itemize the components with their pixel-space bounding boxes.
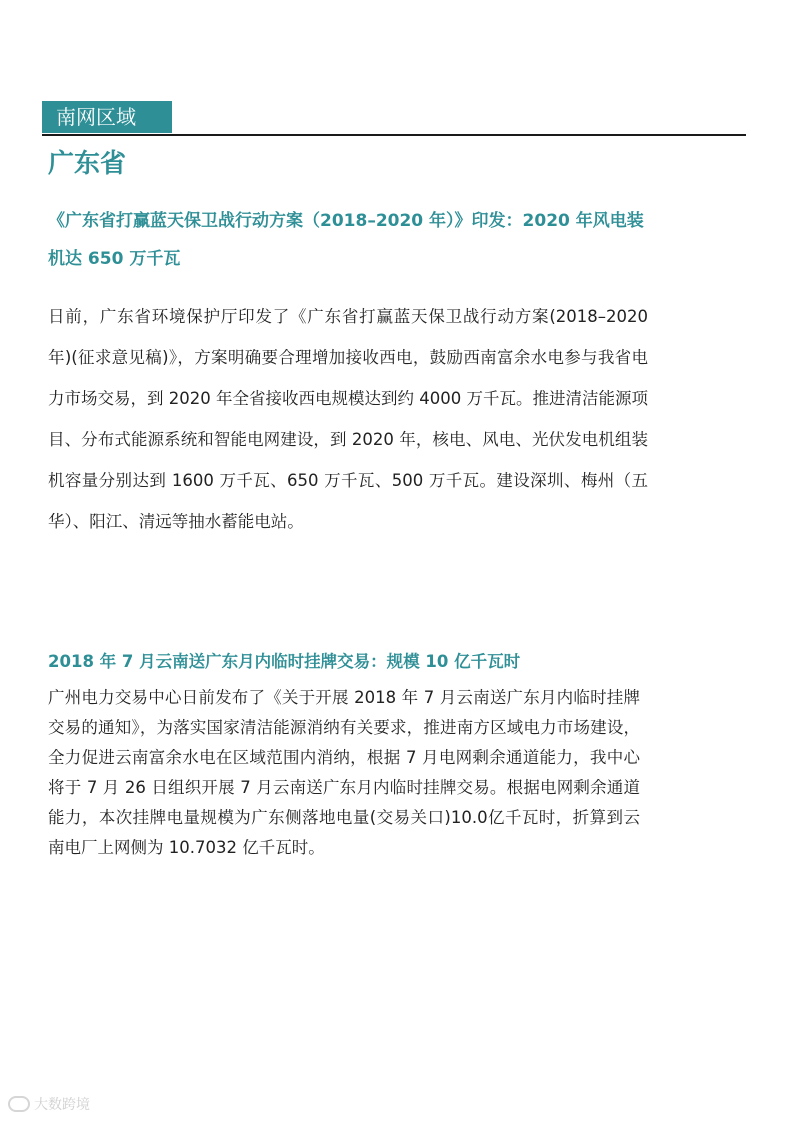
brand-logo-icon [8, 1096, 30, 1112]
section-tab [42, 101, 172, 133]
watermark [8, 1093, 90, 1115]
article-body: 日前，广东省环境保护厅印发了《广东省打赢蓝天保卫战行动方案(2018–2020 年)(征求意见稿)》，方案明确要合理增加接收西电，鼓励西南富余水电参与我省电力市场交易，到 2020 年全省接收西电规模达到约 4000 万千瓦。推进清洁能源项目、分布式能源系统和智能电网建设，到 2020 年，核电、风电、光伏发电机组装机容量分别达到 1600 万千瓦、650 万千瓦、500 万千瓦。建设深圳、梅州（五华）、阳江、清远等抽水蓄能电站。 [48, 307, 648, 531]
province-title: 广东省 [48, 149, 127, 179]
section-tab-label: 南网区域 [56, 105, 136, 129]
article-headline-2: 2018 年 7 月云南送广东月内临时挂牌交易：规模 10 亿千瓦时 [48, 652, 521, 671]
watermark-text: 大数跨境 [34, 1097, 90, 1113]
section-divider [42, 134, 746, 136]
article-headline: 《广东省打赢蓝天保卫战行动方案（2018–2020 年）》印发：2020 年风电装机达 650 万千瓦 [48, 211, 644, 269]
article-body-2: 广州电力交易中心日前发布了《关于开展 2018 年 7 月云南送广东月内临时挂牌交易的通知》，为落实国家清洁能源消纳有关要求，推进南方区域电力市场建设，全力促进云南富余水电在区域范围内消纳，根据 7 月电网剩余通道能力，我中心将于 7 月 26 日组织开展 7 月云南送广东月内临时挂牌交易。根据电网剩余通道能力，本次挂牌电量规模为广东侧落地电量(交易关口)10.0亿千瓦时，折算到云南电厂上网侧为 10.7032 亿千瓦时。 [48, 688, 640, 857]
